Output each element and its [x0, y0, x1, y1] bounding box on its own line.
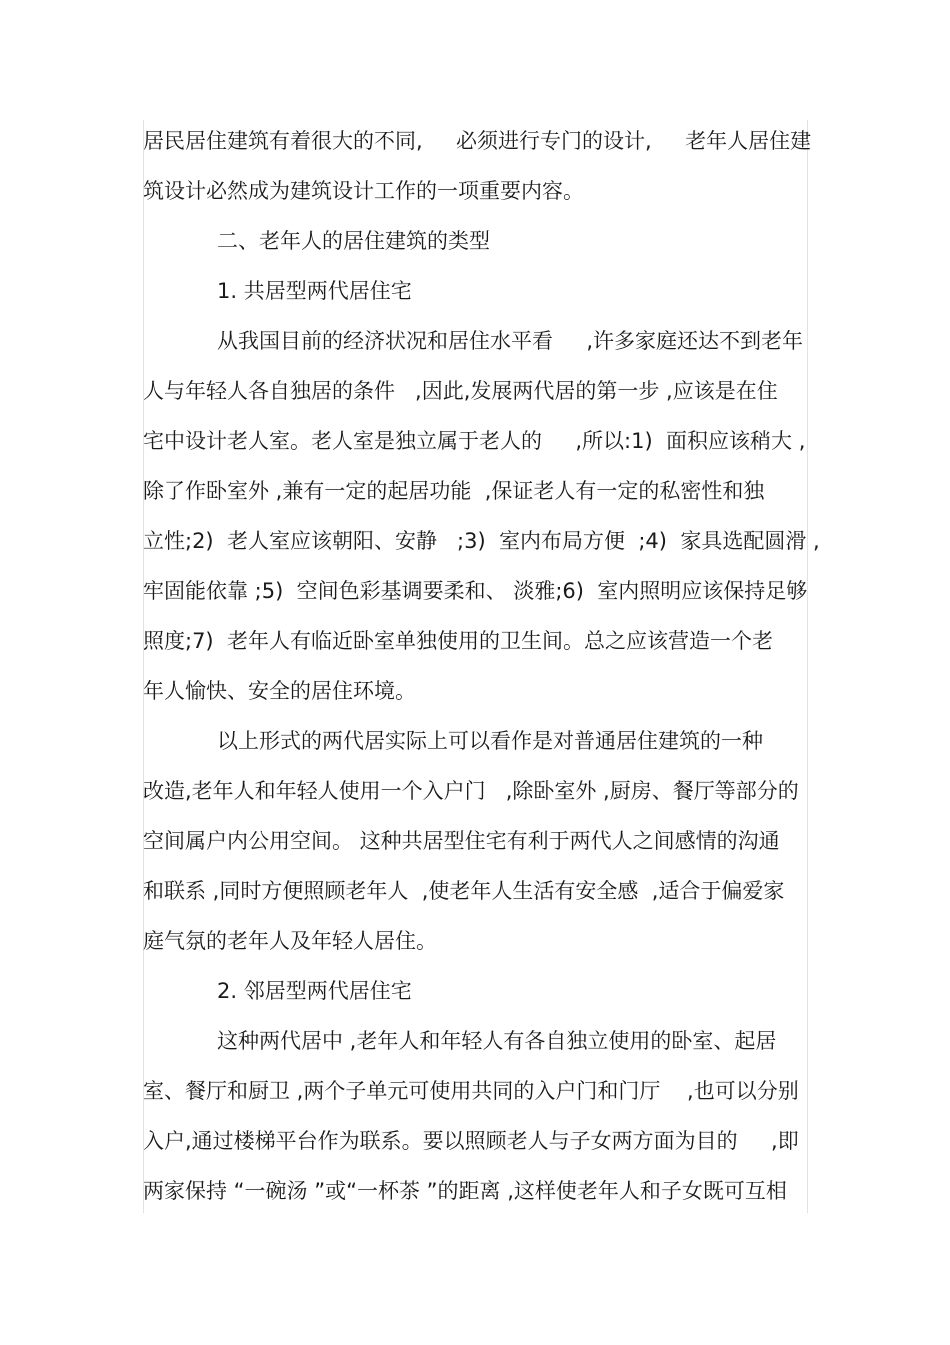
body-line: 室、餐厅和厨卫 ,两个子单元可使用共同的入户门和门厅 ,也可以分别 — [143, 1079, 799, 1103]
body-line: 筑设计必然成为建筑设计工作的一项重要内容。 — [143, 179, 584, 203]
body-line: 居民居住建筑有着很大的不同, 必须进行专门的设计, 老年人居住建 — [143, 129, 812, 153]
section-heading: 二、老年人的居住建筑的类型 — [217, 229, 490, 253]
body-line: 宅中设计老人室。老人室是独立属于老人的 ,所以:1) 面积应该稍大 , — [143, 429, 806, 453]
body-line: 立性;2) 老人室应该朝阳、安静 ;3) 室内布局方便 ;4) 家具选配圆滑 , — [143, 529, 820, 553]
body-line: 牢固能依靠 ;5) 空间色彩基调要柔和、 淡雅;6) 室内照明应该保持足够 — [143, 579, 808, 603]
paragraph-start-line: 以上形式的两代居实际上可以看作是对普通居住建筑的一种 — [217, 729, 763, 753]
page-left-border — [143, 120, 144, 1213]
paragraph-start-line: 从我国目前的经济状况和居住水平看 ,许多家庭还达不到老年 — [217, 329, 804, 353]
body-line: 入户,通过楼梯平台作为联系。要以照顾老人与子女两方面为目的 ,即 — [143, 1129, 799, 1153]
body-line: 庭气氛的老年人及年轻人居住。 — [143, 929, 437, 953]
subsection-heading: 1. 共居型两代居住宅 — [217, 279, 412, 303]
body-line: 年人愉快、安全的居住环境。 — [143, 679, 416, 703]
subsection-heading: 2. 邻居型两代居住宅 — [217, 979, 412, 1003]
body-line: 照度;7) 老年人有临近卧室单独使用的卫生间。总之应该营造一个老 — [143, 629, 773, 653]
body-line: 和联系 ,同时方便照顾老年人 ,使老年人生活有安全感 ,适合于偏爱家 — [143, 879, 785, 903]
body-line: 两家保持 “一碗汤 ”或“一杯茶 ”的距离 ,这样使老年人和子女既可互相 — [143, 1179, 787, 1203]
body-line: 改造,老年人和年轻人使用一个入户门 ,除卧室外 ,厨房、餐厅等部分的 — [143, 779, 799, 803]
page-right-border — [807, 120, 808, 1213]
body-line: 空间属户内公用空间。 这种共居型住宅有利于两代人之间感情的沟通 — [143, 829, 780, 853]
body-line: 除了作卧室外 ,兼有一定的起居功能 ,保证老人有一定的私密性和独 — [143, 479, 765, 503]
paragraph-start-line: 这种两代居中 ,老年人和年轻人有各自独立使用的卧室、起居 — [217, 1029, 777, 1053]
body-line: 人与年轻人各自独居的条件 ,因此,发展两代居的第一步 ,应该是在住 — [143, 379, 778, 403]
